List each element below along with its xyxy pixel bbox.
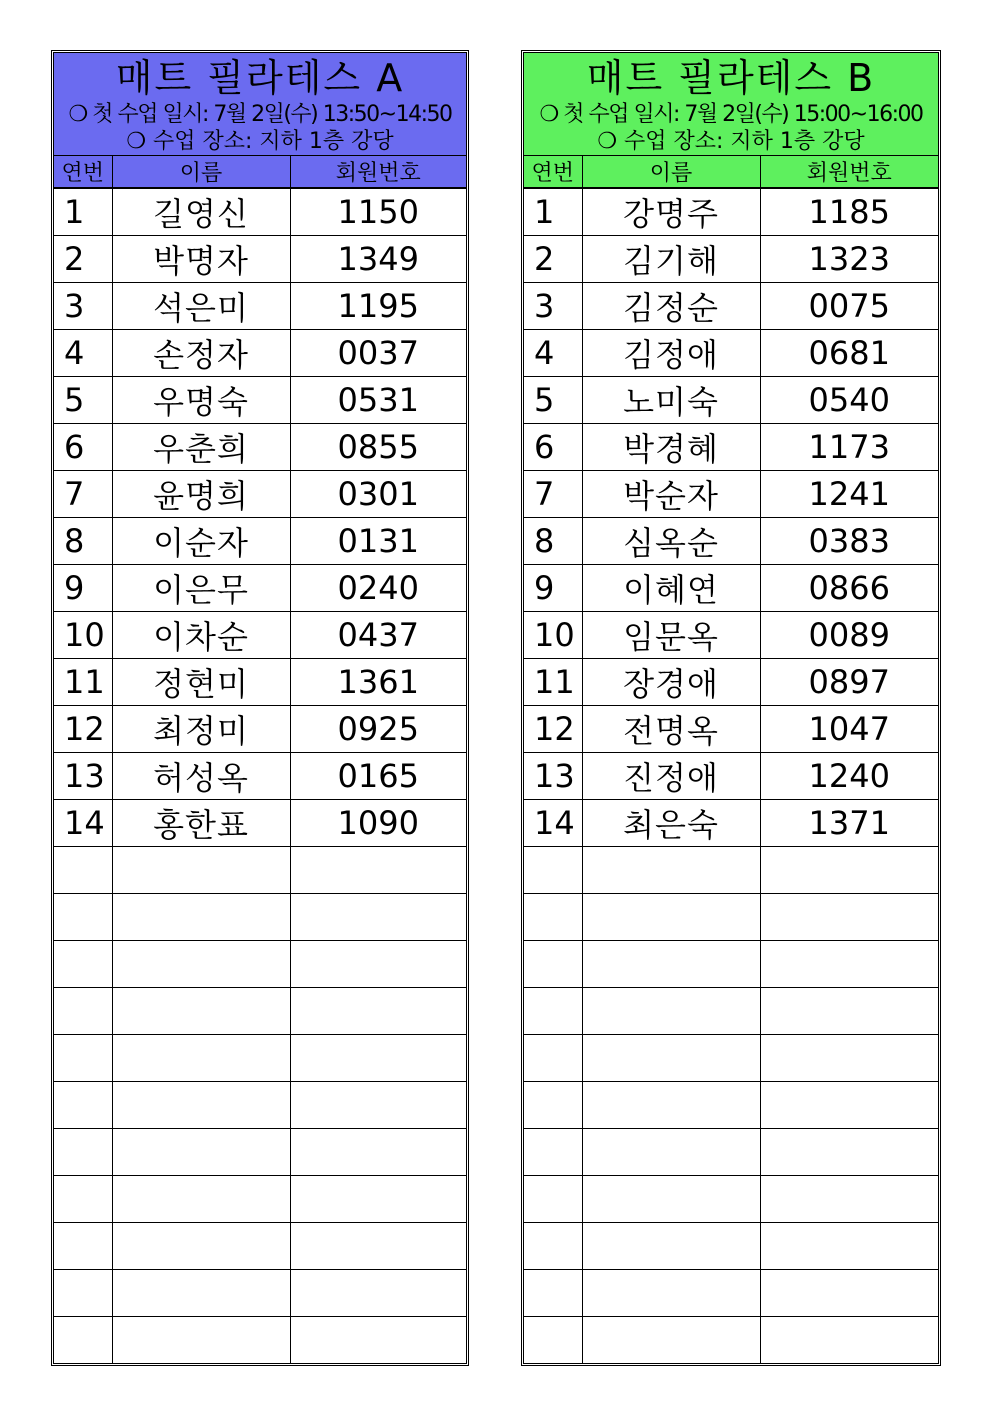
table-row — [524, 800, 938, 847]
member-name — [112, 847, 290, 894]
row-number: 2 — [54, 236, 112, 283]
member-name: 이은무 — [112, 565, 290, 612]
member-name: 허성옥 — [112, 753, 290, 800]
member-name: 박경혜 — [582, 424, 760, 471]
table-row — [54, 941, 466, 988]
member-name: 노미숙 — [582, 377, 760, 424]
row-number — [54, 1035, 112, 1082]
row-number: 4 — [54, 330, 112, 377]
member-id: 0925 — [290, 706, 466, 753]
member-name: 김기해 — [582, 236, 760, 283]
member-name: 임문옥 — [582, 612, 760, 659]
member-name: 이혜연 — [582, 565, 760, 612]
member-name: 심옥순 — [582, 518, 760, 565]
row-number: 14 — [524, 800, 582, 847]
row-number: 8 — [524, 518, 582, 565]
row-number — [54, 941, 112, 988]
table-row — [54, 1317, 466, 1364]
table-row — [54, 565, 466, 612]
row-number — [54, 847, 112, 894]
member-id — [760, 1223, 938, 1270]
row-number: 5 — [524, 377, 582, 424]
table-row — [54, 800, 466, 847]
member-name: 이차순 — [112, 612, 290, 659]
member-id: 1240 — [760, 753, 938, 800]
member-id: 1323 — [760, 236, 938, 283]
column-header-number: 연번 — [54, 156, 112, 188]
table-row — [524, 659, 938, 706]
row-number: 12 — [524, 706, 582, 753]
member-id — [290, 1223, 466, 1270]
table-row — [524, 941, 938, 988]
member-id — [760, 894, 938, 941]
member-name: 윤명희 — [112, 471, 290, 518]
column-header-name: 이름 — [582, 156, 760, 188]
member-id: 1090 — [290, 800, 466, 847]
member-id — [290, 988, 466, 1035]
table-row — [524, 424, 938, 471]
member-id — [290, 1035, 466, 1082]
member-id: 0531 — [290, 377, 466, 424]
member-id: 1185 — [760, 188, 938, 236]
table-row — [524, 188, 938, 236]
row-number: 9 — [54, 565, 112, 612]
member-name — [112, 1035, 290, 1082]
roster-table — [524, 156, 938, 1363]
member-name — [112, 1129, 290, 1176]
table-row — [54, 518, 466, 565]
row-number — [524, 1129, 582, 1176]
table-row — [54, 377, 466, 424]
row-number — [54, 1176, 112, 1223]
row-number — [524, 847, 582, 894]
table-row — [54, 612, 466, 659]
member-id: 0437 — [290, 612, 466, 659]
member-name: 강명주 — [582, 188, 760, 236]
member-id — [290, 1317, 466, 1364]
member-name: 길영신 — [112, 188, 290, 236]
row-number: 13 — [54, 753, 112, 800]
member-id — [290, 847, 466, 894]
column-header-row — [54, 156, 466, 188]
table-row — [54, 1270, 466, 1317]
member-name: 박순자 — [582, 471, 760, 518]
row-number — [524, 1082, 582, 1129]
row-number — [524, 1223, 582, 1270]
member-name: 최은숙 — [582, 800, 760, 847]
table-row — [524, 565, 938, 612]
table-row — [54, 753, 466, 800]
table-row — [54, 706, 466, 753]
member-id: 0855 — [290, 424, 466, 471]
table-row — [54, 283, 466, 330]
row-number: 1 — [54, 188, 112, 236]
table-row — [524, 1129, 938, 1176]
table-row — [54, 188, 466, 236]
table-row — [524, 283, 938, 330]
table-row — [524, 753, 938, 800]
member-name: 진정애 — [582, 753, 760, 800]
member-id: 1371 — [760, 800, 938, 847]
member-name — [582, 1270, 760, 1317]
member-name: 석은미 — [112, 283, 290, 330]
member-id: 0075 — [760, 283, 938, 330]
row-number — [524, 941, 582, 988]
member-name — [582, 1082, 760, 1129]
column-header-member-id: 회원번호 — [290, 156, 466, 188]
row-number: 13 — [524, 753, 582, 800]
member-id — [760, 1035, 938, 1082]
member-name — [112, 988, 290, 1035]
member-name — [112, 1223, 290, 1270]
roster-panel-a — [51, 50, 469, 1366]
member-id — [760, 1317, 938, 1364]
first-class-info: ❍ 첫 수업 일시: 7월 2일(수) 15:00~16:00 — [539, 102, 923, 127]
table-row — [54, 894, 466, 941]
first-class-info: ❍ 첫 수업 일시: 7월 2일(수) 13:50~14:50 — [68, 102, 452, 127]
roster-table — [54, 156, 466, 1363]
column-header-number: 연번 — [524, 156, 582, 188]
member-name — [582, 847, 760, 894]
member-id — [760, 1129, 938, 1176]
member-name: 전명옥 — [582, 706, 760, 753]
member-id — [290, 1270, 466, 1317]
row-number — [524, 1035, 582, 1082]
row-number — [54, 894, 112, 941]
table-row — [54, 424, 466, 471]
row-number — [524, 1176, 582, 1223]
column-header-name: 이름 — [112, 156, 290, 188]
table-row — [524, 236, 938, 283]
member-id: 0089 — [760, 612, 938, 659]
member-name — [112, 1270, 290, 1317]
table-row — [54, 659, 466, 706]
member-id: 1173 — [760, 424, 938, 471]
table-row — [524, 847, 938, 894]
table-row — [524, 518, 938, 565]
member-name: 우명숙 — [112, 377, 290, 424]
member-id: 0301 — [290, 471, 466, 518]
row-number: 6 — [524, 424, 582, 471]
table-row — [54, 1129, 466, 1176]
member-name: 김정순 — [582, 283, 760, 330]
member-id: 0383 — [760, 518, 938, 565]
row-number: 14 — [54, 800, 112, 847]
roster-panel-b — [521, 50, 941, 1366]
row-number — [524, 988, 582, 1035]
member-name: 최정미 — [112, 706, 290, 753]
member-id — [760, 1176, 938, 1223]
member-name — [112, 1176, 290, 1223]
row-number: 11 — [54, 659, 112, 706]
member-id — [760, 847, 938, 894]
member-name — [112, 941, 290, 988]
member-id — [760, 941, 938, 988]
table-row — [524, 988, 938, 1035]
row-number: 9 — [524, 565, 582, 612]
member-id: 0897 — [760, 659, 938, 706]
column-header-row — [524, 156, 938, 188]
table-row — [524, 377, 938, 424]
row-number: 3 — [54, 283, 112, 330]
member-id: 1361 — [290, 659, 466, 706]
member-id — [290, 941, 466, 988]
row-number — [524, 894, 582, 941]
member-id — [760, 1270, 938, 1317]
member-id: 0131 — [290, 518, 466, 565]
member-id: 0866 — [760, 565, 938, 612]
row-number — [54, 1223, 112, 1270]
member-id: 0240 — [290, 565, 466, 612]
table-row — [54, 1176, 466, 1223]
panel-header — [524, 53, 938, 156]
location-info: ❍ 수업 장소: 지하 1층 강당 — [126, 129, 394, 154]
table-row — [524, 612, 938, 659]
table-row — [54, 1035, 466, 1082]
member-name: 박명자 — [112, 236, 290, 283]
member-id: 1150 — [290, 188, 466, 236]
member-id — [760, 988, 938, 1035]
row-number: 10 — [524, 612, 582, 659]
member-id — [290, 894, 466, 941]
member-name — [582, 1223, 760, 1270]
member-id: 0037 — [290, 330, 466, 377]
table-row — [54, 1223, 466, 1270]
row-number: 2 — [524, 236, 582, 283]
row-number: 4 — [524, 330, 582, 377]
table-row — [524, 1082, 938, 1129]
table-row — [524, 1223, 938, 1270]
member-name — [112, 1082, 290, 1129]
member-id: 1047 — [760, 706, 938, 753]
table-row — [54, 471, 466, 518]
row-number: 10 — [54, 612, 112, 659]
row-number: 11 — [524, 659, 582, 706]
row-number — [524, 1270, 582, 1317]
member-id — [760, 1082, 938, 1129]
member-name: 김정애 — [582, 330, 760, 377]
row-number: 1 — [524, 188, 582, 236]
member-id — [290, 1082, 466, 1129]
table-row — [524, 1270, 938, 1317]
location-info: ❍ 수업 장소: 지하 1층 강당 — [597, 129, 865, 154]
member-name: 손정자 — [112, 330, 290, 377]
member-id: 0165 — [290, 753, 466, 800]
table-row — [524, 706, 938, 753]
member-name — [582, 894, 760, 941]
panel-title: 매트 필라테스 B — [586, 56, 876, 100]
table-row — [54, 236, 466, 283]
row-number — [54, 1082, 112, 1129]
row-number: 5 — [54, 377, 112, 424]
row-number: 7 — [524, 471, 582, 518]
member-name: 장경애 — [582, 659, 760, 706]
member-id — [290, 1129, 466, 1176]
table-row — [54, 1082, 466, 1129]
member-name: 정현미 — [112, 659, 290, 706]
row-number: 3 — [524, 283, 582, 330]
row-number — [54, 1317, 112, 1364]
row-number: 7 — [54, 471, 112, 518]
panel-header — [54, 53, 466, 156]
member-name — [582, 988, 760, 1035]
row-number — [54, 1129, 112, 1176]
row-number — [524, 1317, 582, 1364]
table-row — [54, 330, 466, 377]
row-number — [54, 988, 112, 1035]
panel-title: 매트 필라테스 A — [115, 56, 405, 100]
member-name — [112, 894, 290, 941]
member-name — [112, 1317, 290, 1364]
table-row — [524, 330, 938, 377]
member-name — [582, 1317, 760, 1364]
member-name — [582, 1129, 760, 1176]
member-id: 1241 — [760, 471, 938, 518]
table-row — [54, 988, 466, 1035]
row-number: 8 — [54, 518, 112, 565]
column-header-member-id: 회원번호 — [760, 156, 938, 188]
member-name — [582, 941, 760, 988]
row-number: 6 — [54, 424, 112, 471]
table-row — [524, 1035, 938, 1082]
table-row — [524, 894, 938, 941]
member-id: 1195 — [290, 283, 466, 330]
row-number: 12 — [54, 706, 112, 753]
member-id: 1349 — [290, 236, 466, 283]
member-name: 홍한표 — [112, 800, 290, 847]
member-name — [582, 1035, 760, 1082]
table-row — [524, 1176, 938, 1223]
member-name: 이순자 — [112, 518, 290, 565]
member-id: 0540 — [760, 377, 938, 424]
table-row — [524, 1317, 938, 1364]
row-number — [54, 1270, 112, 1317]
member-id: 0681 — [760, 330, 938, 377]
table-row — [54, 847, 466, 894]
member-id — [290, 1176, 466, 1223]
member-name — [582, 1176, 760, 1223]
table-row — [524, 471, 938, 518]
member-name: 우춘희 — [112, 424, 290, 471]
